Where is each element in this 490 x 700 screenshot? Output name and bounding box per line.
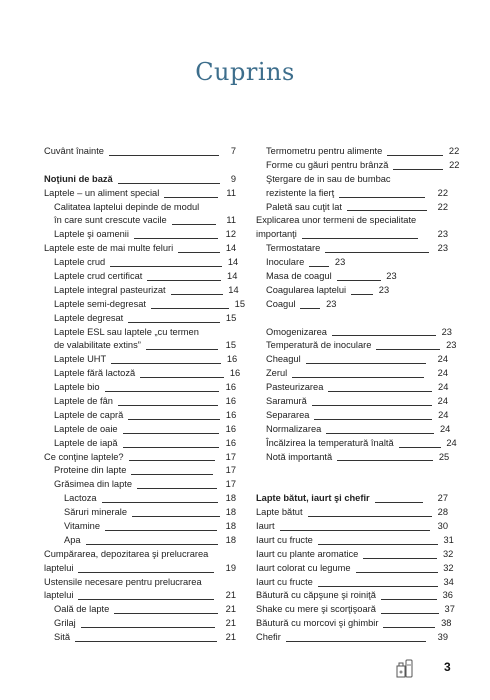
toc-entry-title: Explicarea unor termeni de specialitate bbox=[256, 215, 417, 226]
dot-leader bbox=[146, 349, 218, 350]
dot-leader bbox=[140, 377, 224, 378]
toc-entry-title: Iaurt cu fructe bbox=[256, 534, 313, 545]
toc-entry-title: Cuvânt înainte bbox=[44, 145, 104, 156]
dot-leader bbox=[128, 419, 220, 420]
toc-entry-title: Chefir bbox=[256, 632, 281, 643]
toc-entry-title: importanţi bbox=[256, 229, 297, 240]
toc-entry-page: 17 bbox=[225, 451, 236, 462]
toc-entry-title: Pasteurizarea bbox=[266, 382, 324, 393]
toc-entry bbox=[44, 395, 236, 409]
toc-entry bbox=[256, 201, 448, 215]
toc-entry-title: Notă importantă bbox=[266, 451, 333, 462]
dot-leader bbox=[134, 238, 218, 239]
dot-leader bbox=[347, 210, 427, 211]
toc-entry-title: de valabilitate extins” bbox=[54, 340, 141, 351]
dot-leader bbox=[109, 155, 219, 156]
toc-entry-page: 14 bbox=[225, 243, 237, 254]
toc-entry-title: Separarea bbox=[266, 409, 310, 420]
toc-entry-title: Încălzirea la temperatură înaltă bbox=[266, 437, 394, 448]
dot-leader bbox=[164, 197, 218, 198]
toc-entry bbox=[44, 603, 236, 617]
dot-leader bbox=[105, 391, 219, 392]
toc-entry bbox=[256, 631, 448, 645]
dot-leader bbox=[318, 544, 438, 545]
toc-entry-page: 24 bbox=[438, 409, 449, 420]
toc-entry bbox=[44, 298, 245, 312]
toc-entry bbox=[256, 187, 448, 201]
toc-entry-title: Proteine din lapte bbox=[54, 465, 127, 476]
toc-entry bbox=[44, 520, 236, 534]
toc-entry bbox=[256, 576, 454, 590]
dot-leader bbox=[123, 433, 219, 434]
toc-entry-title: Ştergare de in sau de bumbac bbox=[266, 173, 391, 184]
toc-entry-page: 23 bbox=[437, 229, 448, 240]
dot-leader bbox=[399, 447, 441, 448]
dot-leader bbox=[81, 627, 215, 628]
toc-entry-page: 18 bbox=[225, 493, 236, 504]
toc-entry-page: 32 bbox=[443, 562, 454, 573]
toc-entry-page: 17 bbox=[225, 465, 236, 476]
toc-entry-title: Termometru pentru alimente bbox=[266, 145, 383, 156]
toc-entry-page: 39 bbox=[437, 632, 448, 643]
toc-entry-title: laptelui bbox=[44, 590, 74, 601]
toc-entry bbox=[44, 576, 236, 590]
toc-entry-page: 24 bbox=[438, 382, 449, 393]
toc-entry-page: 21 bbox=[225, 618, 236, 629]
dot-leader bbox=[312, 405, 432, 406]
dot-leader bbox=[383, 627, 435, 628]
toc-entry bbox=[256, 242, 448, 256]
dot-leader bbox=[118, 405, 218, 406]
toc-entry-title: Ustensile necesare pentru prelucrarea bbox=[44, 576, 202, 587]
toc-entry-title: Lapte bătut, iaurt şi chefir bbox=[256, 493, 370, 504]
dot-leader bbox=[75, 641, 217, 642]
toc-entry-title: Băutură cu morcovi şi ghimbir bbox=[256, 618, 379, 629]
dot-leader bbox=[151, 308, 229, 309]
toc-entry bbox=[44, 145, 236, 159]
dot-leader bbox=[171, 294, 223, 295]
dot-leader bbox=[387, 155, 443, 156]
toc-entry-page: 22 bbox=[449, 159, 460, 170]
toc-entry bbox=[44, 617, 236, 631]
toc-entry-page: 34 bbox=[443, 576, 454, 587]
dot-leader bbox=[381, 599, 437, 600]
toc-entry bbox=[256, 256, 448, 270]
toc-entry-page: 18 bbox=[225, 534, 236, 545]
toc-entry bbox=[256, 437, 457, 451]
toc-entry bbox=[256, 451, 448, 465]
toc-entry-page: 16 bbox=[225, 423, 236, 434]
dot-leader bbox=[102, 502, 218, 503]
toc-entry bbox=[44, 381, 236, 395]
toc-entry-title: Iaurt colorat cu legume bbox=[256, 562, 351, 573]
toc-entry bbox=[44, 451, 236, 465]
toc-entry-page: 22 bbox=[437, 187, 448, 198]
toc-entry-title: Coagularea laptelui bbox=[266, 284, 347, 295]
toc-entry-page: 11 bbox=[226, 187, 236, 198]
dot-leader bbox=[132, 516, 220, 517]
toc-entry-title: Shake cu mere şi scorţişoară bbox=[256, 604, 376, 615]
toc-entry-title: Saramură bbox=[266, 396, 307, 407]
toc-entry-title: Băutură cu căpşune şi roiniţă bbox=[256, 590, 376, 601]
toc-entry-page: 24 bbox=[446, 437, 457, 448]
toc-entry-page: 21 bbox=[225, 590, 236, 601]
toc-entry-title: Zerul bbox=[266, 368, 288, 379]
toc-entry bbox=[44, 312, 236, 326]
toc-entry-title: Apa bbox=[64, 534, 81, 545]
page-number: 3 bbox=[444, 660, 451, 674]
toc-entry-page: 23 bbox=[326, 298, 337, 309]
dot-leader bbox=[123, 447, 219, 448]
toc-entry-page: 24 bbox=[437, 368, 448, 379]
toc-entry bbox=[44, 201, 236, 215]
toc-entry bbox=[256, 353, 448, 367]
dot-leader bbox=[300, 308, 320, 309]
toc-entry bbox=[256, 520, 448, 534]
toc-entry bbox=[256, 478, 448, 492]
dot-leader bbox=[86, 544, 218, 545]
toc-entry bbox=[256, 312, 448, 326]
toc-entry bbox=[256, 214, 448, 228]
toc-entry-title: Iaurt bbox=[256, 521, 275, 532]
toc-entry-page: 23 bbox=[378, 284, 390, 295]
toc-entry bbox=[256, 339, 457, 353]
toc-entry bbox=[44, 270, 236, 284]
toc-entry bbox=[44, 353, 236, 367]
toc-entry-title: Laptele de oaie bbox=[54, 423, 118, 434]
dot-leader bbox=[314, 419, 432, 420]
toc-entry bbox=[44, 590, 236, 604]
toc-entry-title: Noţiuni de bază bbox=[44, 173, 113, 184]
toc-entry bbox=[256, 159, 460, 173]
toc-entry-page: 16 bbox=[225, 396, 236, 407]
toc-entry-page: 17 bbox=[225, 479, 236, 490]
toc-entry-page: 16 bbox=[226, 354, 238, 365]
toc-entry bbox=[44, 228, 236, 242]
toc-entry bbox=[44, 159, 236, 173]
toc-entry-page: 14 bbox=[228, 284, 239, 295]
toc-entry-title: Laptele de capră bbox=[54, 409, 124, 420]
toc-entry bbox=[256, 617, 452, 631]
toc-entry-title: Grăsimea din lapte bbox=[54, 479, 133, 490]
toc-entry-title: Cumpărarea, depozitarea şi prelucrarea bbox=[44, 548, 209, 559]
dot-leader bbox=[118, 183, 220, 184]
dot-leader bbox=[337, 280, 381, 281]
dot-leader bbox=[393, 169, 443, 170]
toc-entry-page: 16 bbox=[225, 437, 236, 448]
dot-leader bbox=[376, 349, 440, 350]
dot-leader bbox=[131, 474, 213, 475]
dot-leader bbox=[286, 641, 426, 642]
toc-entry-title: în care sunt crescute vacile bbox=[54, 215, 167, 226]
toc-entry-title: Termostatare bbox=[266, 243, 321, 254]
dot-leader bbox=[137, 488, 217, 489]
toc-entry-title: Laptele este de mai multe feluri bbox=[44, 243, 174, 254]
toc-entry-page: 22 bbox=[437, 201, 448, 212]
toc-entry-page: 14 bbox=[227, 271, 238, 281]
toc-entry bbox=[256, 173, 448, 187]
toc-entry-page: 9 bbox=[230, 173, 236, 184]
toc-entry-page: 24 bbox=[437, 354, 448, 365]
toc-entry-title: Laptele semi-degresat bbox=[54, 298, 146, 309]
toc-entry bbox=[44, 631, 236, 645]
dot-leader bbox=[128, 322, 220, 323]
dot-leader bbox=[337, 460, 433, 461]
toc-entry-page: 32 bbox=[442, 548, 454, 559]
toc-entry bbox=[256, 381, 448, 395]
toc-entry-page: 16 bbox=[225, 382, 236, 393]
toc-entry-page: 14 bbox=[227, 257, 239, 268]
toc-entry bbox=[44, 423, 236, 437]
toc-entry-title: Laptele crud bbox=[54, 257, 106, 268]
toc-entry-title: Temperatură de inoculare bbox=[266, 340, 372, 351]
toc-entry-page: 22 bbox=[448, 145, 460, 156]
toc-entry-title: Calitatea laptelui depinde de modul bbox=[54, 201, 200, 212]
toc-entry-title: Normalizarea bbox=[266, 423, 322, 434]
dot-leader bbox=[110, 266, 222, 267]
toc-entry-page: 18 bbox=[225, 521, 236, 532]
toc-entry-title: Laptele integral pasteurizat bbox=[54, 284, 166, 295]
toc-entry-page: 24 bbox=[439, 423, 451, 434]
toc-entry-page: 21 bbox=[225, 604, 236, 615]
toc-entry-title: Laptele şi oamenii bbox=[54, 229, 129, 240]
toc-entry-title: Sită bbox=[54, 632, 71, 643]
toc-entry bbox=[44, 478, 236, 492]
toc-entry-title: Laptele – un aliment special bbox=[44, 187, 160, 198]
toc-entry-title: Paletă sau cuţit lat bbox=[266, 201, 342, 212]
toc-entry bbox=[256, 326, 452, 340]
toc-entry bbox=[256, 464, 448, 478]
toc-entry-title: Inoculare bbox=[266, 257, 305, 268]
dot-leader bbox=[105, 530, 217, 531]
dot-leader bbox=[363, 558, 437, 559]
toc-entry-page: 11 bbox=[226, 215, 236, 226]
toc-entry bbox=[44, 437, 236, 451]
toc-entry-title: Iaurt cu plante aromatice bbox=[256, 548, 359, 559]
dot-leader bbox=[328, 391, 432, 392]
toc-entry bbox=[44, 534, 236, 548]
dot-leader bbox=[78, 599, 214, 600]
toc-right-column bbox=[256, 145, 460, 645]
toc-entry-page: 31 bbox=[443, 534, 454, 545]
toc-entry bbox=[256, 395, 448, 409]
toc-entry bbox=[44, 409, 236, 423]
toc-entry-page: 38 bbox=[441, 618, 452, 629]
dot-leader bbox=[308, 516, 432, 517]
toc-entry bbox=[44, 339, 236, 353]
dot-leader bbox=[351, 294, 373, 295]
toc-entry-page: 18 bbox=[225, 507, 237, 518]
toc-entry-title: Oală de lapte bbox=[54, 604, 110, 615]
toc-entry bbox=[256, 590, 453, 604]
toc-entry-page: 23 bbox=[334, 257, 346, 268]
toc-entry bbox=[44, 173, 236, 187]
toc-entry-page: 23 bbox=[441, 326, 452, 337]
toc-entry bbox=[256, 548, 454, 562]
toc-entry bbox=[44, 284, 239, 298]
toc-entry-page: 36 bbox=[442, 590, 453, 601]
toc-entry bbox=[44, 214, 236, 228]
dot-leader bbox=[356, 572, 438, 573]
toc-entry bbox=[44, 367, 241, 381]
dot-leader bbox=[78, 572, 214, 573]
toc-entry-page: 16 bbox=[229, 368, 241, 379]
toc-entry bbox=[44, 326, 236, 340]
toc-entry bbox=[44, 464, 236, 478]
toc-entry-title: Iaurt cu fructe bbox=[256, 576, 313, 587]
dot-leader bbox=[375, 502, 423, 503]
toc-entry-page: 23 bbox=[437, 243, 448, 254]
toc-entry-title: Lapte bătut bbox=[256, 507, 303, 518]
toc-entry bbox=[44, 242, 236, 256]
toc-entry-page: 28 bbox=[437, 507, 448, 518]
toc-entry bbox=[256, 409, 448, 423]
toc-entry-page: 21 bbox=[225, 632, 236, 643]
toc-entry-page: 16 bbox=[225, 409, 237, 420]
toc-entry-page: 24 bbox=[437, 396, 448, 407]
toc-entry-title: rezistente la fierţ bbox=[266, 187, 335, 198]
dot-leader bbox=[129, 460, 215, 461]
toc-entry-title: Săruri minerale bbox=[64, 507, 128, 518]
toc-entry bbox=[256, 562, 454, 576]
toc-entry-page: 23 bbox=[446, 340, 457, 351]
dot-leader bbox=[339, 197, 425, 198]
toc-entry-title: Omogenizarea bbox=[266, 326, 327, 337]
toc-entry bbox=[44, 492, 236, 506]
toc-entry bbox=[256, 423, 451, 437]
toc-entry bbox=[256, 145, 460, 159]
dot-leader bbox=[172, 224, 216, 225]
dot-leader bbox=[114, 613, 218, 614]
dot-leader bbox=[302, 238, 418, 239]
toc-entry-title: Ce conţine laptele? bbox=[44, 451, 124, 462]
toc-entry-page: 7 bbox=[230, 145, 236, 156]
toc-entry bbox=[256, 228, 448, 242]
toc-entry-title: Laptele de fân bbox=[54, 396, 113, 407]
toc-entry-page: 30 bbox=[437, 521, 448, 532]
dot-leader bbox=[280, 530, 430, 531]
toc-entry bbox=[44, 562, 236, 576]
toc-entry-title: Laptele fără lactoză bbox=[54, 368, 136, 379]
toc-entry-page: 27 bbox=[437, 493, 448, 504]
toc-entry-title: Laptele UHT bbox=[54, 354, 107, 365]
toc-entry-page: 12 bbox=[225, 229, 236, 240]
toc-entry bbox=[256, 270, 448, 284]
toc-entry-page: 15 bbox=[234, 298, 245, 309]
dot-leader bbox=[318, 586, 438, 587]
dot-leader bbox=[332, 335, 436, 336]
toc-entry-page: 37 bbox=[444, 604, 455, 615]
toc-entry-title: Vitamine bbox=[64, 521, 101, 532]
toc-entry-title: Lactoza bbox=[64, 493, 97, 504]
toc-entry-title: Coagul bbox=[266, 298, 296, 309]
toc-entry bbox=[256, 284, 448, 298]
toc-entry-page: 25 bbox=[438, 451, 450, 462]
page-title: Cuprins bbox=[195, 58, 295, 86]
toc-entry-title: Masa de coagul bbox=[266, 271, 332, 281]
toc-entry-page: 23 bbox=[386, 271, 397, 281]
dot-leader bbox=[326, 433, 434, 434]
dot-leader bbox=[292, 377, 424, 378]
dot-leader bbox=[309, 266, 329, 267]
toc-entry-page: 19 bbox=[225, 562, 236, 573]
toc-entry bbox=[256, 492, 448, 506]
dot-leader bbox=[178, 252, 220, 253]
toc-entry bbox=[256, 534, 454, 548]
toc-entry-title: Laptele degresat bbox=[54, 312, 124, 323]
dot-leader bbox=[325, 252, 429, 253]
toc-entry bbox=[44, 506, 236, 520]
toc-entry-title: Laptele ESL sau laptele „cu termen bbox=[54, 326, 199, 337]
toc-entry-title: Grilaj bbox=[54, 618, 76, 629]
toc-entry bbox=[44, 548, 236, 562]
toc-entry-page: 15 bbox=[225, 340, 236, 351]
dot-leader bbox=[381, 613, 439, 614]
toc-entry-title: laptelui bbox=[44, 562, 74, 573]
toc-entry bbox=[256, 603, 455, 617]
toc-entry bbox=[44, 187, 236, 201]
dot-leader bbox=[111, 363, 221, 364]
toc-entry-page: 15 bbox=[225, 312, 237, 323]
toc-left-column bbox=[44, 145, 245, 645]
milk-bottle-icon bbox=[396, 658, 414, 678]
toc-entry-title: Laptele de iapă bbox=[54, 437, 118, 448]
toc-entry bbox=[44, 256, 239, 270]
toc-entry bbox=[256, 298, 448, 312]
toc-entry bbox=[256, 506, 448, 520]
toc-entry-title: Laptele crud certificat bbox=[54, 271, 143, 281]
toc-entry-title: Cheagul bbox=[266, 354, 301, 365]
toc-entry-title: Forme cu găuri pentru brânză bbox=[266, 159, 389, 170]
toc-entry bbox=[256, 367, 448, 381]
toc-entry-title: Laptele bio bbox=[54, 382, 100, 393]
dot-leader bbox=[306, 363, 426, 364]
dot-leader bbox=[147, 280, 221, 281]
